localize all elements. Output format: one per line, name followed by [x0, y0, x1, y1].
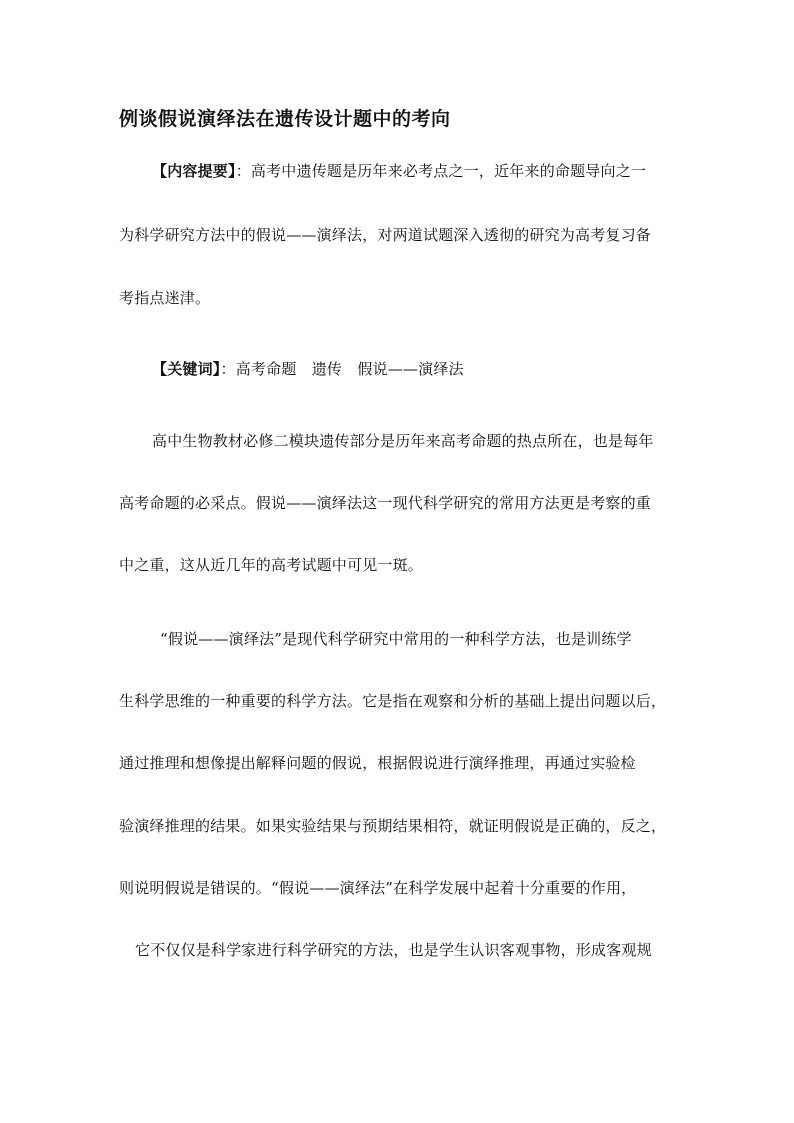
- para1-line-2: 高考命题的必采点。假说——演绎法这一现代科学研究的常用方法更是考察的重: [119, 494, 652, 512]
- para1-line-3: 中之重，这从近几年的高考试题中可见一斑。: [119, 556, 424, 574]
- para2-line-4: 验演绎推理的结果。如果实验结果与预期结果相符，就证明假说是正确的，反之，: [119, 817, 667, 835]
- para2-line-2: 生科学思维的一种重要的科学方法。它是指在观察和分析的基础上提出问题以后，: [119, 692, 667, 710]
- abstract-line-2: 为科学研究方法中的假说——演绎法，对两道试题深入透彻的研究为高考复习备: [119, 226, 652, 244]
- keywords-text: ：高考命题 遗传 假说——演绎法: [220, 360, 464, 378]
- document-title: 例谈假说演绎法在遗传设计题中的考向: [119, 108, 451, 130]
- abstract-line-3: 考指点迷津。: [119, 289, 211, 307]
- para2-line-5: 则说明假说是错误的。“假说——演绎法”在科学发展中起着十分重要的作用，: [119, 879, 637, 897]
- para2-line-3: 通过推理和想像提出解释问题的假说，根据假说进行演绎推理，再通过实验检: [119, 754, 636, 772]
- abstract-line-1: [152, 160, 646, 181]
- abstract-text-1: ：高考中遗传题是历年来必考点之一，近年来的命题导向之一: [235, 162, 647, 180]
- para1-line-1: 高中生物教材必修二模块遗传部分是历年来高考命题的热点所在，也是每年: [152, 432, 654, 450]
- keywords-line: [152, 358, 464, 379]
- abstract-label: 【内容提要】: [152, 162, 236, 180]
- keywords-label: 【关键词】: [152, 360, 221, 378]
- para2-line-6: 它不仅仅是科学家进行科学研究的方法，也是学生认识客观事物，形成客观规: [135, 941, 652, 959]
- para2-line-1: “假说——演绎法”是现代科学研究中常用的一种科学方法，也是训练学: [160, 630, 632, 648]
